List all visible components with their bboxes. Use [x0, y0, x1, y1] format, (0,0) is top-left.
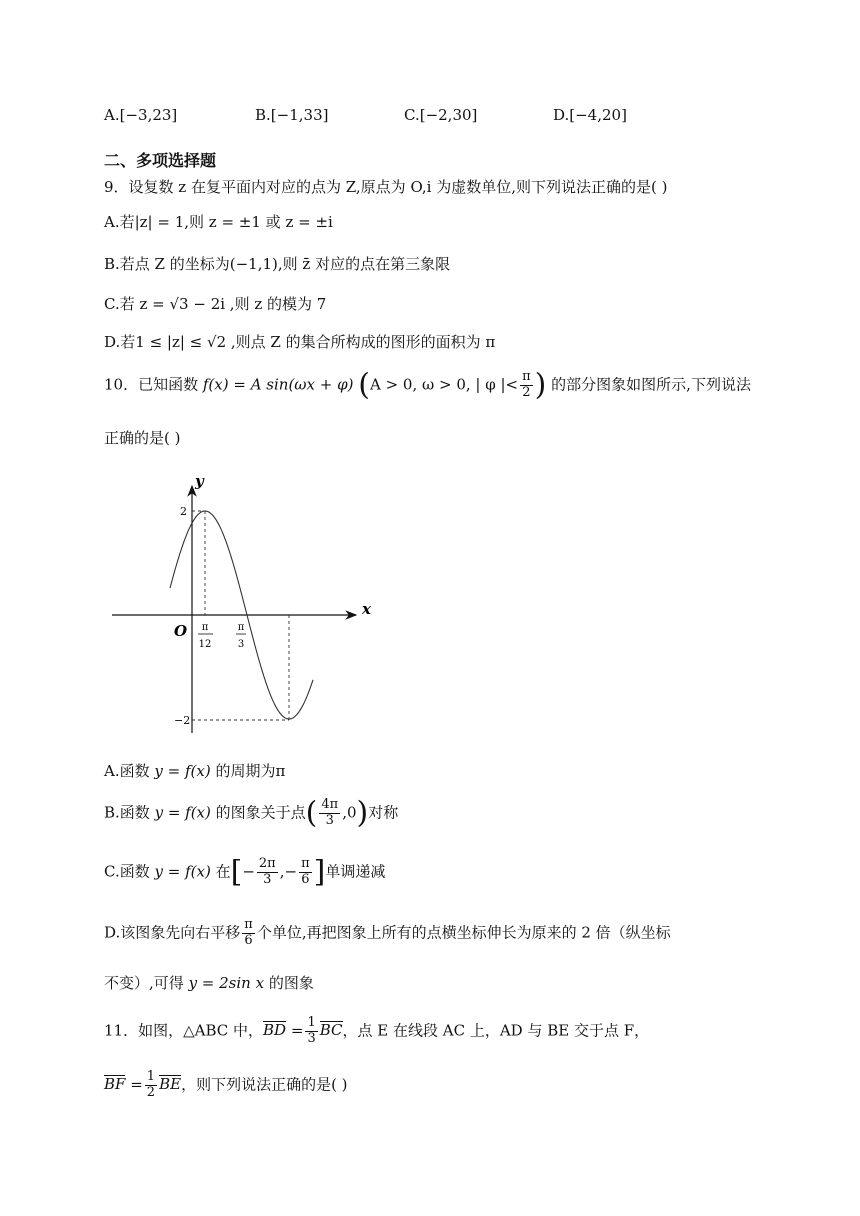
vector-bd: BD: [263, 1021, 287, 1040]
section-title: 二、多项选择题: [104, 151, 217, 170]
q10-stem: 10．已知函数 f(x) = A sin(ωx + φ) (A > 0, ω > 0, | φ |< $\frac{\pi}{2}$ ) 的部分图象如图所示,下列说法: [104, 367, 751, 403]
q9-option-d: D.若1 ≤ |z| ≤ √2 ,则点 Z 的集合所构成的图形的面积为 π: [104, 333, 496, 351]
q10-graph: [108, 468, 388, 738]
tick-y-min: −2: [174, 714, 191, 727]
q9-option-a: A.若|z| = 1,则 z = ±1 或 z = ±i: [104, 213, 333, 231]
q10-condition: A > 0, ω > 0, | φ |<: [369, 375, 519, 394]
tick-x2-denominator: 3: [237, 639, 245, 650]
q10-option-b: B.函数 y = f(x) 的图象关于点( $\frac{4\pi}{3}$ ,0)对称: [104, 795, 399, 831]
q10-option-a: A.函数 y = f(x) 的周期为π: [104, 762, 286, 780]
vector-be: BE: [159, 1075, 182, 1094]
origin-label: O: [174, 622, 188, 640]
tick-x2-numerator: π: [237, 622, 245, 633]
q10-option-d-line2: 不变）,可得 y = 2sin x 的图象: [104, 974, 314, 992]
q10-function: f(x) = A sin(ωx + φ): [202, 375, 354, 394]
q9-option-b: B.若点 Z 的坐标为(−1,1),则 z̄ 对应的点在第三象限: [104, 255, 451, 273]
q10-stem-line2: 正确的是( ): [104, 429, 181, 447]
y-axis-label: y: [195, 472, 204, 490]
q10-condition-fraction: $\frac{\pi}{2}$: [522, 369, 531, 400]
q9-option-c: C.若 z = √3 − 2i ,则 z 的模为 7: [104, 295, 327, 313]
q9-stem: 9．设复数 z 在复平面内对应的点为 Z,原点为 O,i 为虚数单位,则下列说法正确的是( ): [104, 178, 668, 196]
q11-stem-line2: BF = $\frac{1}{2}$ BE，则下列说法正确的是( ): [104, 1069, 348, 1100]
tick-x1-denominator: 12: [198, 639, 212, 650]
q10-option-d: D.该图象先向右平移 $\frac{\pi}{6}$ 个单位,再把图象上所有的点横坐标伸长为原来的 2 倍（纵坐标: [104, 917, 671, 948]
q10-option-c: C.函数 y = f(x) 在[− $\frac{2\pi}{3}$ ,− $\frac{\pi}{6}$ ]单调递减: [104, 854, 386, 890]
q8-option-a: A.[−3,23]: [104, 106, 178, 124]
q10-number: 10．已知函数: [104, 375, 199, 394]
tick-x1-numerator: π: [201, 622, 209, 633]
vector-bc: BC: [319, 1021, 343, 1040]
tick-y-max: 2: [180, 505, 187, 518]
q8-option-b: B.[−1,33]: [255, 106, 329, 124]
q10-stem-end: 的部分图象如图所示,下列说法: [551, 375, 751, 394]
q11-stem-line1: 11．如图，△ABC 中，BD = $\frac{1}{3}$ BC，点 E 在线段 AC 上，AD 与 BE 交于点 F，: [104, 1015, 650, 1046]
vector-bf: BF: [104, 1075, 126, 1094]
q8-option-c: C.[−2,30]: [404, 106, 478, 124]
x-axis-label: x: [362, 600, 371, 618]
q8-option-d: D.[−4,20]: [553, 106, 627, 124]
